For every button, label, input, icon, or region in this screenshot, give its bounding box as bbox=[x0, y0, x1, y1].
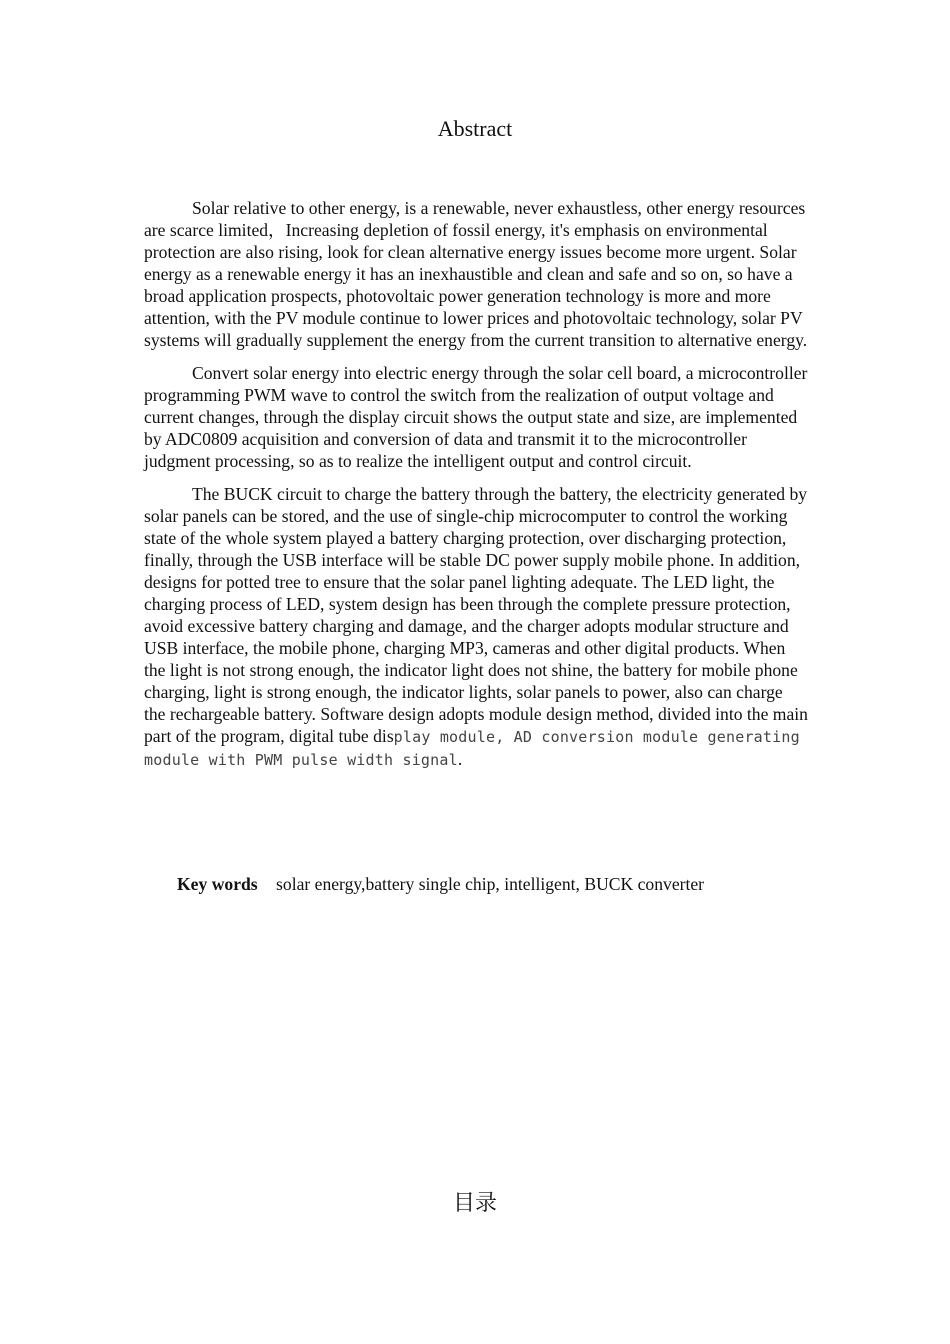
abstract-paragraph-3 bbox=[144, 483, 808, 771]
keywords-line bbox=[177, 874, 704, 895]
keywords-label: Key words bbox=[177, 874, 258, 894]
paragraph-3-mono-text: play module, AD conversion module generating module with PWM pulse width signal bbox=[144, 728, 800, 769]
abstract-paragraph-1: Solar relative to other energy, is a renewable, never exhaustless, other energy resources are scarce limited，Increasing depletion of fossil energy, it's emphasis on environmental protection are also rising, look for clean alternative energy issues become more urgent. Solar energy as a renewable energy it has an inexhaustible and clean and safe and so on, so have a broad application prospects, photovoltaic power generation technology is more and more attention, with the PV module continue to lower prices and photovoltaic technology, solar PV systems will gradually supplement the energy from the current transition to alternative energy. bbox=[144, 198, 808, 350]
paragraph-3-end: . bbox=[457, 749, 463, 769]
toc-heading: 目录 bbox=[452, 1191, 497, 1216]
keywords-value: solar energy,battery single chip, intelligent, BUCK converter bbox=[276, 874, 705, 894]
abstract-paragraph-2: Convert solar energy into electric energy through the solar cell board, a microcontroller programming PWM wave to control the switch from the realization of output voltage and current changes, through the display circuit shows the output state and size, are implemented by ADC0809 acquisition and conversion of data and transmit it to the microcontroller judgment processing, so as to realize the intelligent output and control circuit. bbox=[144, 363, 808, 471]
abstract-body bbox=[144, 197, 808, 782]
abstract-title: Abstract bbox=[437, 116, 513, 141]
paragraph-3-serif-text: The BUCK circuit to charge the battery through the battery, the electricity generated by solar panels can be stored, and the use of single-chip microcomputer to control the working state of the whole system played a battery charging protection, over discharging protection, finally, through the USB interface will be stable DC power supply mobile phone. In addition, designs for potted tree to ensure that the solar panel lighting adequate. The LED light, the charging process of LED, system design has been through the complete pressure protection, avoid excessive battery charging and damage, and the charger adopts modular structure and USB interface, the mobile phone, charging MP3, cameras and other digital products. When the light is not strong enough, the indicator light does not shine, the battery for mobile phone charging, light is strong enough, the indicator lights, solar panels to power, also can charge the rechargeable battery. Software design adopts module design method, divided into the main part of the program, digital tube dis bbox=[144, 484, 808, 746]
